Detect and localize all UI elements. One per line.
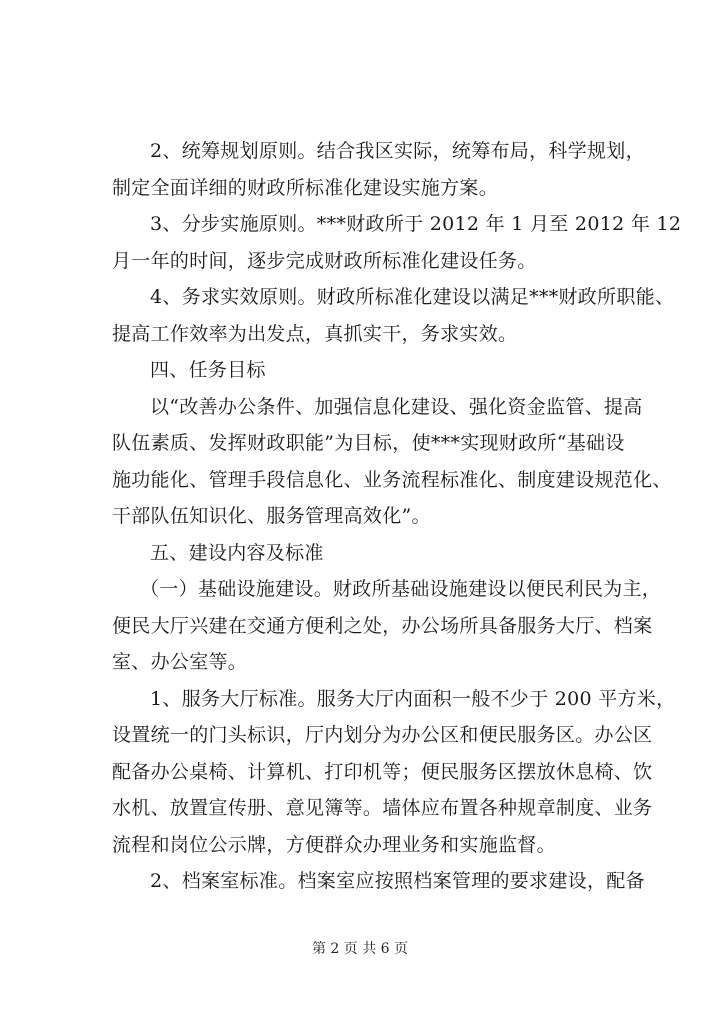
text-line: 干部队伍知识化、服务管理高效化”。 — [112, 505, 431, 527]
text-line: 以“改善办公条件、加强信息化建设、强化资金监管、提高 — [150, 395, 643, 418]
text-line: 4、务求实效原则。财政所标准化建设以满足***财政所职能、 — [150, 286, 675, 308]
text-line: 施功能化、管理手段信息化、业务流程标准化、制度建设规范化、 — [112, 468, 672, 491]
text-line: 水机、放置宣传册、意见簿等。墙体应布置各种规章制度、业务 — [112, 797, 653, 819]
text-line: 便民大厅兴建在交通方便利之处，办公场所具备服务大厅、档案 — [112, 614, 653, 637]
section-heading: 四、任务目标 — [150, 359, 266, 381]
text-line: 流程和岗位公示牌，方便群众办理业务和实施监督。 — [112, 833, 556, 856]
text-line: 队伍素质、发挥财政职能”为目标，使***实现财政所“基础设 — [112, 432, 625, 454]
page-number-footer: 第 2 页 共 6 页 — [311, 941, 409, 957]
section-heading: 五、建设内容及标准 — [150, 541, 324, 564]
text-line: 设置统一的门头标识，厅内划分为办公区和便民服务区。办公区 — [112, 724, 653, 746]
document-body — [112, 133, 682, 900]
text-line: 2、档案室标准。档案室应按照档案管理的要求建设，配备 — [150, 870, 645, 892]
text-line: 3、分步实施原则。***财政所于 2012 年 1 月至 2012 年 12 — [150, 213, 682, 235]
text-line: 配备办公桌椅、计算机、打印机等；便民服务区摆放休息椅、饮 — [112, 760, 653, 783]
text-line: （一）基础设施建设。财政所基础设施建设以便民利民为主， — [140, 578, 662, 600]
text-line: 制定全面详细的财政所标准化建设实施方案。 — [112, 176, 499, 199]
text-line: 室、办公室等。 — [112, 651, 248, 673]
text-line: 1、服务大厅标准。服务大厅内面积一般不少于 200 平方米， — [150, 687, 676, 710]
text-line: 月一年的时间，逐步完成财政所标准化建设任务。 — [112, 249, 537, 272]
text-line: 2、统筹规划原则。结合我区实际，统筹布局，科学规划， — [150, 140, 645, 162]
text-line: 提高工作效率为出发点，真抓实干，务求实效。 — [112, 322, 518, 345]
